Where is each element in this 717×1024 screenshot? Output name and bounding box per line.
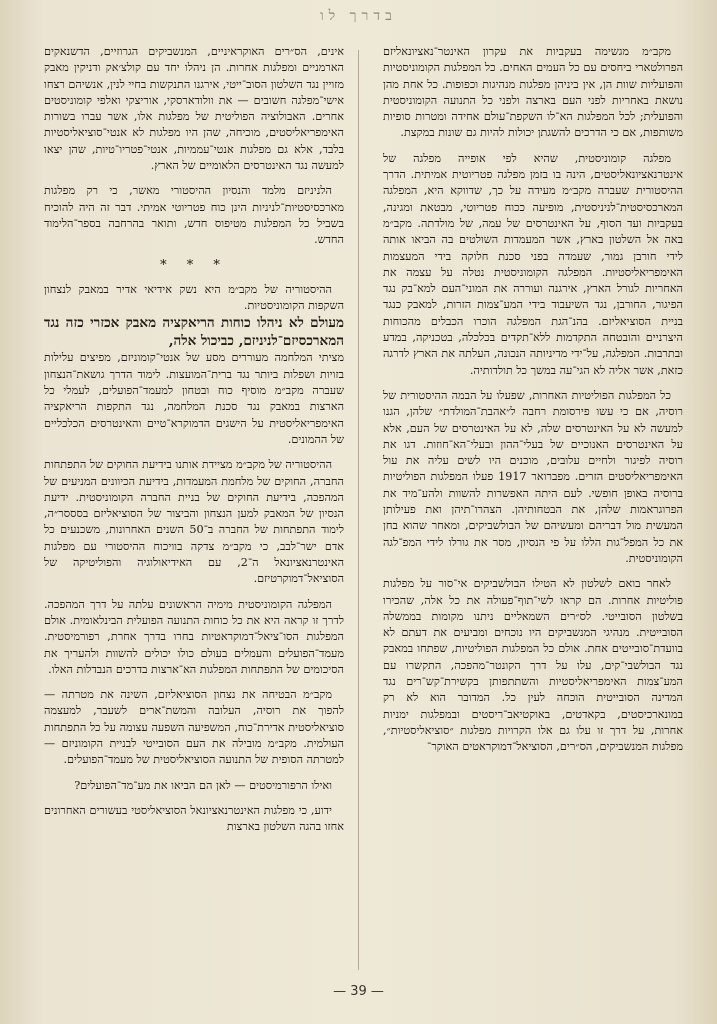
paragraph-lead: ההיסטוריה של מקב״מ היא נשק אידיאי אדיר במאבק לנצחון השקפות הקומוניסטיות. — [44, 282, 344, 313]
paragraph-rest: מציתי המלחמה מעוררים מסע של אנטי־קומוניזם, מפיצים עלילות בזויות ושפלות ביותר נגד ברית־המועצות. לימוד הדרך גושאת־הנצחון שעברה מקב״מ מוסיף כוח ובטחון למעמד־הפועלים, לעמלי כל הארצות במאבק נגד סכנת המלחמה, נגד התקפות הריאקציה האימפריאליסטית על הישגים הדמוקרא־טיים והאינטרסים הכלכליים של ההמונים. — [44, 351, 344, 446]
paragraph: לאחר בואם לשלטון לא הטילו הבולשביקים אי־סור על מפלגות פוליטיות אחרות. הם קראו לשי־תוף־פעולה את כל אלה, שהכירו בשלטון הסובייטי. לס״רים השמאליים ניתנו מקומות בממשלה הסובייטית. מנהיגי המנשביקים היו נוכחים ומביעים את דעתם לא בוועדת־סובייטים אחת. אולם כל המפלגות הפוליטיות, שפתחו במאבק נגד הבולשבי־קים, עלו על דרך הקונטר־מהפכה, התקשרו עם המע־צמות האימפריאליסטיות והשתתפותן בקשירת־קש־רים נגד המדינה הסובייטית הוכחה לעין כל. המדובר הוא לא רק במונארכיסטים, בקאדטים, באוקטיאב־ריסטים ובמפלגות ימניות אחרות, על דרך זו עלו גם אלו הקרויות מפלגות ״סוציאליסטיות״, מפלגות המנשביקים, הס״רים, הסוציאל־דמוקראטים האוקר־ — [383, 577, 683, 754]
right-column — [383, 44, 683, 974]
paragraph: ואילו הרפורמיסטים — לאן הם הביאו את מע־מד־הפועלים? — [74, 778, 332, 792]
paragraph: מקב״מ הבטיחה את נצחון הסוציאליזם, השינה את מטרתה — להפוך את רוסיה, העלובה והמשת־ארים לשעבר, למעצמה סוציאליסטית אדירת־כוח, המשפיעה השפעה עצומה על כל התפתחות העולמית. מקב״מ מובילה את העם הסובייטי לבניית הקומוניזם — למטרתה הסופית של התנועה הסוציאליסטית של מעמד־הפועלים. — [44, 688, 344, 767]
paragraph: מקב״מ מגשימה בעקביות את עקרון האינטר־נאציונאליזם הפרולטארי ביחסים עם כל העמים האחים. כל המפלגות הקומוניסטיות והפועליות שוות הן, אין ביניהן מפלגות מנהיגות וכפופות. כל אחת מהן נושאת באחריות לפני העם בארצה ולפני כל התנועה הקומוניסטית והפועלית; לכל המפלגות הא־לו השקפת־עולם אחידה ומטרות סופיות משותפות, אם כי הדרכים להשגתן יכולות להיות גם שונות במקצת. — [383, 45, 683, 140]
paragraph: כל המפלגות הפוליטיות האחרות, שפעלו על הבמה ההיסטורית של רוסיה, אם כי עשו פירסומת רחבה ל״אהבת־המולדת״ שלהן, הגנו למעשה לא על האינטרסים שלה, לא על האינטרסים של העם, אלא על האינטרסים האנוכיים של בעלי־ההון ובעלי־הא־חוזות. דגו את רוסיה לפיגור ולחיים עלובים, מוכנים היו לשים עליה את עול האימפריאליסטים הזרים. מפברואר 1917 פעלו המפלגות הפוליטיות ברוסיה באופן חופשי. לעם היתה האפשרות להשוות ולהע־מיד את הפרוגראמות שלהן, את הבטחותיהן. הצהרו־תיהן ואת פעילותן המעשית מול דבריהם ומעשיהם של הבולשביקים, ומאחר שהוא בחן את כל המפל־גות הללו על פי הנסיון, מסר את גורלו לידי המפ־לגה הקומוניסטית. — [383, 388, 683, 565]
paragraph: ידוע, כי מפלגות האינטרנאציונאל הסוציאליסטי בעשורים האחרונים אחזו בהגה השלטון בארצות — [44, 803, 344, 834]
left-column — [44, 44, 344, 974]
paragraph: ההיסטוריה של מקב״מ מציידת אותנו בידיעת החוקים של התפתחות החברה, החוקים של מלחמת המעמדות, בידיעת הכיוונים המניעים של המהפכה, בידיעת החוקים של בניית החברה הקומוניסטית. ידיעת הנסיון של המאבק למען הנצחון והביצור של הסוציאליזם בסססר״ה, לימוד התפתחות של החברה ב־50 השנים האחרונות, משכנעים כל אדם ישר־לבב, כי מקב״מ צדקה בוויכוח ההיסטורי עם מפלגות האינטרנאציונאל ה־2, עם האידיאולוגיה והפוליטיקה של הסוציאל־דמוקרטיזם. — [44, 458, 344, 586]
paragraph: המפלגה הקומוניסטית מימיה הראשונים עלתה על דרך המהפכה. לדרך זו קראה היא את כל כוחות התנועה הפועלית הבינלאומית. אולם המפלגות הסו־ציאל־דמוקראטיות בחרו בדרך אחרת, רפורמיסטית. מעמד־הפועלים והעמלים בעולם כולו יכולים להשוות ולהעריך את הסיכומים של התפתחות המפלגות הא־ארצות בדרכים הנבדלות האלו. — [44, 597, 344, 676]
paragraph: הלניניזם מלמד והנסיון ההיסטורי מאשר, כי רק מפלגות מארכסיסטיות־לניניות הינן כוח פטריוטי אמיתי. דבר זה היה להוכיח בשביל כל המפלגות מטיפוס חדש, ותואר בהרחבה בספר־הלימוד החדש. — [44, 184, 344, 247]
emphasized-text: מעולם לא ניהלו כוחות הריאקציה מאבק אכזרי כזה נגד המארכסיזם־לניניזם, כביכול אלה, — [44, 315, 344, 350]
paragraph-emphasis — [44, 282, 344, 448]
paragraph: מפלגה קומוניסטית, שהיא לפי אופייה מפלגה של אינטרנאציונאליסטים, הינה בו בזמן מפלגה פטריוטית אמיתית. הדרך ההיסטורית שעברה מקב״מ מעידה על כך, שדווקא היא, המפלגה המארכסיסטית־לניניסטית, מופיעה ככוח פטריוטי, מבטאת ומגינה, בעקביות ועד הסוף, על האינטרסים של עמה, של מולדתה. מקב״מ באה אל השלטון בארץ, אשר המעמדות השולטים בה הביאו אותה לידי חורבן גמור, שעמדה בפני סכנת חלוקה בידי המעצמות האימפריאליסטיות. המפלגה הקומוניסטית נטלה על עצמה את האחריות לגורל הארץ, אירגנה ועוררה את המוני־העם למא־בק נגד הפיגור, החורבן, נגד השיעבוד בידי המע־צמות הזרות, למאבק כנגד בניית הסוציאליזם. בהנ־הגת המפלגה הוכרו הכבלים מהכוחות היצרניים והובטחה התקדמות ללא־תקדים בכלכלה, בטכניקה, במדע ובתרבות. המפלגה, על־ידי מדיניותה הנכונה, העלתה את הארץ לדרגה כזאת, אשר אליה לא הגי־עה במשך כל תולדותיה. — [383, 151, 683, 377]
paragraph: אינים, הס״רים האוקראיניים, המנשביקים הגרוזיים, הדשנאקים הארמניים ומפלגות אחרות. הן ניהלו יחד עם קולצ׳אק ודניקין מאבק מזויין נגד השלטון הסוב־ייטי, אירגנו התנקשות בחיי לנין, אנשיהם רצחו אישי־מפלגה חשובים — את וולודארסקי, אוריצקי ואלפי קומוניסטים אחרים. האבולוציה הפוליטית של מפלגות אלו, אשר עברו בשורות האימפריאליסטים, מוכיחה, שהן היו מפלגות לא אנטי־סוציאליסטיות בלבד, אלא גם מפלגות אנטי־עממיות, אנטי־פטריו־טיות, שהן יצאו למעשה נגד האינטרסים הלאומיים של הארץ. — [44, 45, 344, 173]
page-number: — 39 — — [333, 984, 384, 999]
column-divider — [358, 50, 359, 970]
running-header: בדרך לו — [320, 8, 397, 24]
section-separator: * * * — [160, 257, 228, 273]
